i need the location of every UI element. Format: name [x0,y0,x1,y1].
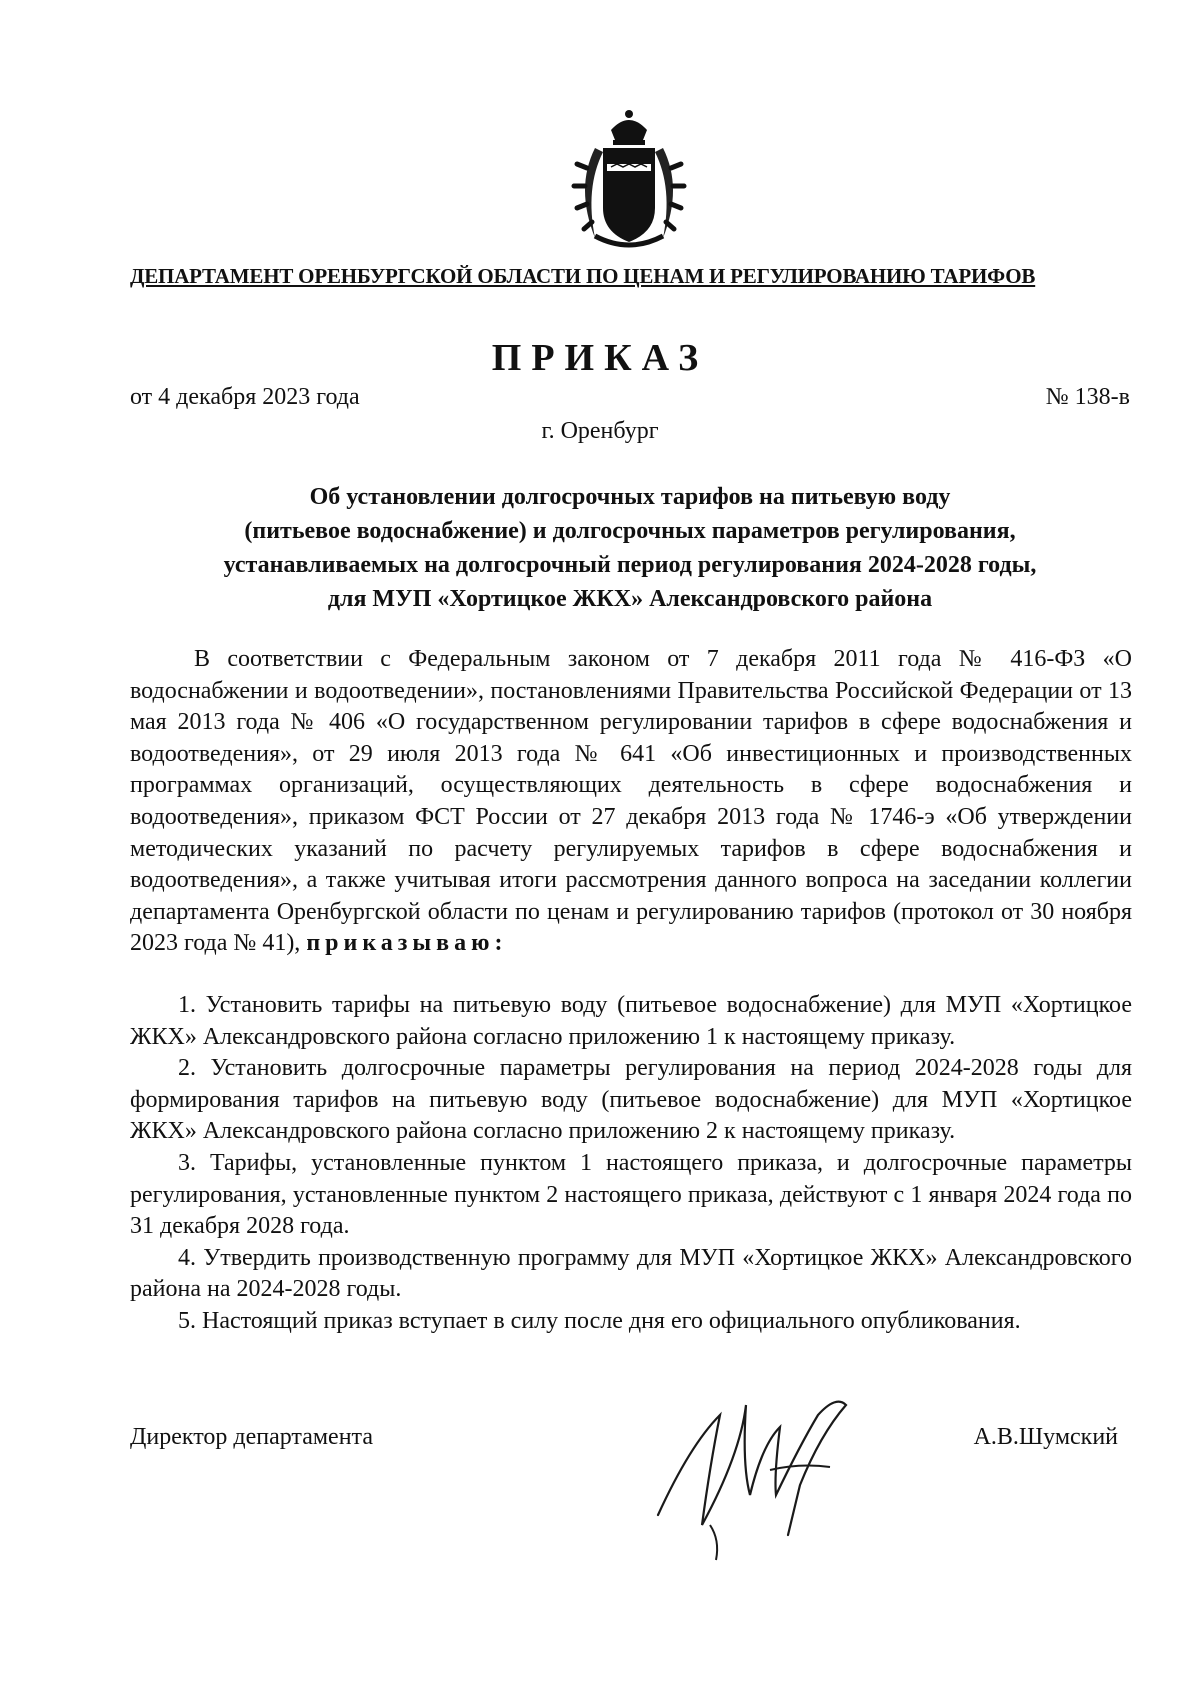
paragraph-gap [130,960,1132,990]
order-word: приказываю: [306,930,508,957]
coat-of-arms-emblem [565,108,693,258]
preamble-paragraph [130,644,1132,960]
subject-line: устанавливаемых на долгосрочный период регулирования 2024-2028 годы, [223,552,1037,578]
document-type: ПРИКАЗ [491,337,709,379]
subject-line: для МУП «Хортицкое ЖКХ» Александровского района [327,586,933,612]
preamble-text: В соответствии с Федеральным законом от 7 декабря 2011 года № 416-ФЗ «О водоснабжении и водоотведении», постановлениями Правительства Российской Федерации от 13 мая 2013 года № 406 «О государственном регулировании тарифов в сфере водоснабжения и водоотведения», от 29 июля 2013 года № 641 «Об инвестиционных и производственных программах организаций, осуществляющих деятельность в сфере водоснабжения и водоотведения», приказом ФСТ России от 27 декабря 2013 года № 1746-э «Об утверждении методических указаний по расчету регулируемых тарифов в сфере водоснабжения и водоотведения», а также учитывая итоги рассмотрения данного вопроса на заседании коллегии департамента Оренбургской области по ценам и регулированию тарифов (протокол от 30 ноября 2023 года № 41), [130,646,1132,957]
order-date: от 4 декабря 2023 года [130,384,360,410]
order-body [130,644,1132,1337]
order-item: 4. Утвердить производственную программу для МУП «Хортицкое ЖКХ» Александровского района на 2024-2028 годы. [130,1244,1132,1303]
order-item: 3. Тарифы, установленные пунктом 1 настоящего приказа, и долгосрочные параметры регулирования, установленные пунктом 2 настоящего приказа, действуют с 1 января 2024 года по 31 декабря 2028 года. [130,1149,1132,1240]
order-item: 2. Установить долгосрочные параметры регулирования на период 2024-2028 годы для формирования тарифов на питьевую воду (питьевое водоснабжение) для МУП «Хортицкое ЖКХ» Александровского района согласно приложению 2 к настоящему приказу. [130,1055,1132,1145]
department-name: ДЕПАРТАМЕНТ ОРЕНБУРГСКОЙ ОБЛАСТИ ПО ЦЕНАМ И РЕГУЛИРОВАНИЮ ТАРИФОВ [130,264,1036,288]
signatory-role: Директор департамента [130,1424,373,1450]
signatory-name: А.В.Шумский [973,1424,1118,1450]
order-subject [130,480,1130,616]
order-number: № 138-в [1045,384,1130,410]
subject-line: Об установлении долгосрочных тарифов на питьевую воду [309,484,951,510]
order-item: 5. Настоящий приказ вступает в силу после дня его официального опубликования. [178,1307,1021,1334]
subject-line: (питьевое водоснабжение) и долгосрочных параметров регулирования, [244,518,1016,544]
handwritten-signature [650,1375,870,1565]
order-city: г. Оренбург [541,418,659,444]
order-item: 1. Установить тарифы на питьевую воду (питьевое водоснабжение) для МУП «Хортицкое ЖКХ» Александровского района согласно приложению 1 к настоящему приказу. [130,991,1132,1050]
